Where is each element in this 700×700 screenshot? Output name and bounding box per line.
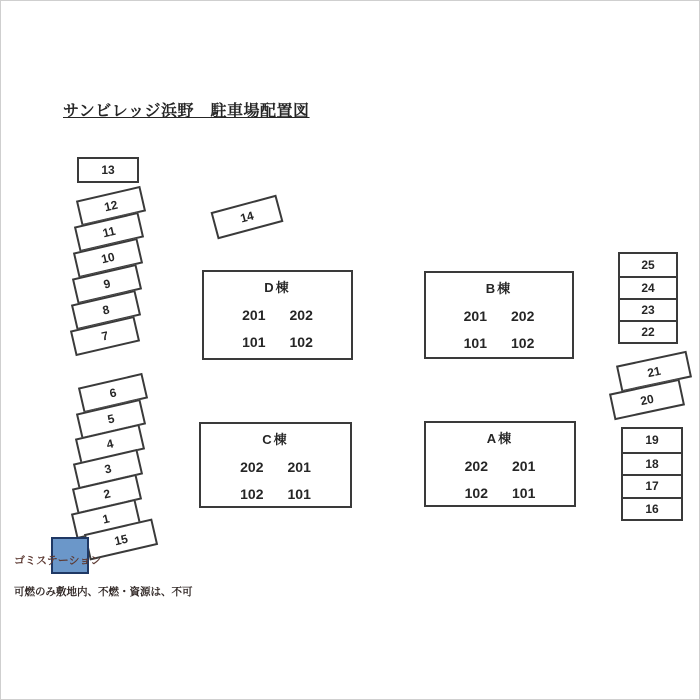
parking-spot-label: 20	[639, 391, 655, 408]
unit-number: 202	[289, 307, 313, 323]
unit-number: 202	[240, 459, 264, 475]
building-units-row	[464, 334, 535, 352]
parking-spot-24: 24	[620, 276, 676, 298]
unit-number: 101	[512, 485, 536, 501]
parking-spot-22: 22	[620, 320, 676, 342]
building-units-row	[240, 458, 311, 476]
parking-spot-label: 6	[108, 385, 118, 401]
parking-spot-label: 7	[100, 328, 110, 344]
building-name: B棟	[485, 281, 513, 296]
building-d	[202, 270, 353, 360]
parking-spot-label: 2	[102, 486, 112, 502]
unit-number: 101	[287, 486, 311, 502]
parking-spot-18: 18	[623, 452, 681, 475]
parking-spot-label: 1	[101, 511, 111, 527]
unit-number: 201	[287, 459, 311, 475]
building-c	[199, 422, 352, 508]
parking-spot-13	[77, 157, 139, 183]
unit-number: 102	[464, 485, 488, 501]
unit-number: 102	[240, 486, 264, 502]
parking-spot-label: 10	[99, 249, 117, 267]
parking-spot-16: 16	[623, 497, 681, 520]
unit-number: 101	[242, 334, 266, 350]
parking-spot-label: 4	[105, 436, 115, 452]
parking-spot-label: 8	[101, 302, 111, 318]
building-name: D棟	[264, 280, 291, 295]
parking-spot-25: 25	[641, 258, 655, 272]
unit-number: 101	[463, 335, 487, 351]
building-units-row	[465, 457, 536, 475]
parking-spot-label: 9	[102, 276, 112, 292]
parking-spot-14	[211, 195, 284, 240]
parking-spot-label: 15	[112, 531, 130, 548]
building-a	[424, 421, 576, 507]
unit-number: 201	[512, 458, 536, 474]
unit-number: 102	[511, 335, 535, 351]
parking-spot-label: 3	[103, 461, 113, 477]
parking-spot-label: 5	[106, 411, 116, 427]
unit-number: 102	[289, 334, 313, 350]
building-units-row	[240, 485, 311, 503]
parking-stack-right-bottom	[621, 427, 683, 521]
page-title: サンビレッジ浜野 駐車場配置図	[63, 103, 310, 120]
parking-spot-23: 23	[620, 298, 676, 320]
parking-spot-label: 11	[101, 223, 117, 241]
unit-number: 202	[464, 458, 488, 474]
building-units-row	[242, 333, 313, 351]
parking-spot-label: 14	[238, 208, 256, 226]
parking-spot-label: 12	[102, 197, 120, 215]
building-name: A棟	[486, 431, 514, 446]
building-b	[424, 271, 574, 359]
parking-spot-label: 21	[646, 363, 662, 380]
unit-number: 201	[242, 307, 266, 323]
building-units-row	[242, 306, 313, 324]
parking-spot-19: 19	[645, 433, 659, 448]
parking-stack-right-top	[618, 252, 678, 344]
building-units-row	[464, 307, 535, 325]
unit-number: 201	[463, 308, 487, 324]
building-units-row	[465, 484, 536, 502]
parking-spot-label: 13	[101, 163, 115, 177]
unit-number: 202	[511, 308, 535, 324]
parking-spot-17: 17	[623, 474, 681, 497]
garbage-rule-note: 可燃のみ敷地内、不燃・資源は、不可	[14, 586, 193, 598]
building-name: C棟	[262, 432, 289, 447]
garbage-station-label: ゴミステーション	[14, 555, 102, 567]
